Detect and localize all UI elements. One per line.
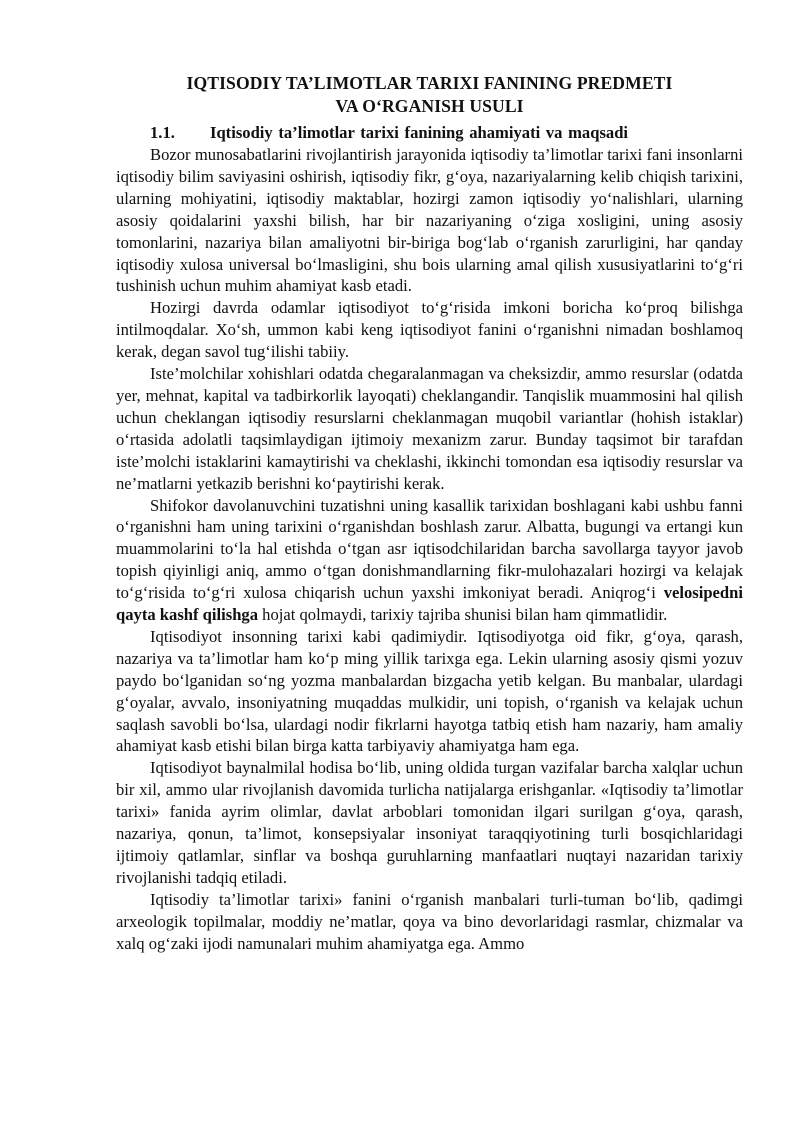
document-page — [116, 72, 743, 955]
paragraph-3: Iste’molchilar xohishlari odatda chegaralanmagan va cheksizdir, ammo resurslar (odatda yer, mehnat, kapital va tadbirkorlik layoqati) cheklangandir. Tanqislik muammosini hal qilish uchun cheklangan iqtisodiy resurslarni cheklanmagan muqobil variantlar (hohish istaklar) o‘rtasida adolatli taqsimlaydigan ijtimoiy mexanizm zarur. Bunday taqsimot bir tarafdan iste’molchi istaklarini kamaytirishi va cheklashi, ikkinchi tomondan esa iqtisodiy resurslar va ne’matlarni yetkazib berishni ko‘paytirishi kerak. — [116, 364, 743, 493]
title-line-1: IQTISODIY TA’LIMOTLAR TARIXI FANINING PREDMETI — [186, 73, 673, 93]
section-number: 1.1. — [150, 123, 175, 142]
title-line-2: VA O‘RGANISH USULI — [335, 96, 524, 116]
paragraph-4-bold-phrase: velosipedni qayta kashf qilishga — [116, 583, 743, 625]
paragraph-7: Iqtisodiy ta’limotlar tarixi» fanini o‘rganish manbalari turli-tuman bo‘lib, qadimgi arxeologik topilmalar, moddiy ne’matlar, qoya va bino devorlaridagi rasmlar, chizmalar va xalq og‘zaki ijodi namunalari muhim ahamiyatga ega. Ammo — [116, 889, 743, 953]
paragraph-4-text-before: Shifokor davolanuvchini tuzatishni uning kasallik tarixidan boshlagani kabi ushbu fanni o‘rganishni ham uning tarixini o‘rganishdan boshlash zarur. Albatta, bugungi va ertangi kun muammolarini to‘la hal etishda o‘tgan asr iqtisodchilaridan barcha savollarga tayyor javob topish qiyinligi aniq, ammo o‘tgan donishmandlarning fikr-mulohazalari hozirgi va kelajak to‘g‘risida to‘g‘ri xulosa chiqarish uchun yaxshi imkoniyat beradi. Aniqrog‘i — [116, 495, 743, 603]
section-title: Iqtisodiy ta’limotlar tarixi fanining ahamiyati va maqsadi — [210, 123, 629, 142]
paragraph-2: Hozirgi davrda odamlar iqtisodiyot to‘g‘risida imkoni boricha ko‘proq bilishga intilmoqdalar. Xo‘sh, ummon kabi keng iqtisodiyot fanini o‘rganishni nimadan boshlamoq kerak, degan savol tug‘ilishi tabiiy. — [116, 298, 743, 362]
paragraph-6: Iqtisodiyot baynalmilal hodisa bo‘lib, uning oldida turgan vazifalar barcha xalqlar uchun bir xil, ammo ular rivojlanish davomida turlicha natijalarga erishganlar. «Iqtisodiy ta’limotlar tarixi» fanida ayrim olimlar, davlat arboblari tomonidan ilgari surilgan g‘oya, qarash, nazariya, qonun, ta’limot, konsepsiyalar insoniyat taraqqiyotining turli bosqichlaridagi ijtimoiy qatlamlar, sinflar va boshqa guruhlarning manfaatlari nuqtayi nazaridan tarixiy rivojlanishi tadqiq etiladi. — [116, 758, 743, 887]
document-title — [116, 72, 743, 118]
section-heading — [116, 122, 743, 144]
paragraph-4-text-after: hojat qolmaydi, tarixiy tajriba shunisi bilan ham qimmatlidir. — [258, 605, 668, 625]
paragraph-1: Bozor munosabatlarini rivojlantirish jarayonida iqtisodiy ta’limotlar tarixi fani insonlarni iqtisodiy bilim saviyasini oshirish, iqtisodiy fikr, g‘oya, nazariyalarning kelib chiqish tarixini, ularning mohiyatini, iqtisodiy maktablar, hozirgi zamon iqtisodiy yo‘nalishlari, ularning asosiy qoidalarini yaxshi bilish, har bir nazariyaning o‘ziga xosligini, uning asosiy tomonlarini, nazariya bilan amaliyotni bir-biriga bog‘lab o‘rganish zarurligini, har qanday iqtisodiy xulosa universal bo‘lmasligini, shu bois ularning amal qilish xususiyatlarini to‘g‘ri tushinish uchun muhim ahamiyat kasb etadi. — [116, 145, 743, 296]
paragraph-4 — [116, 495, 743, 626]
paragraph-5: Iqtisodiyot insonning tarixi kabi qadimiydir. Iqtisodiyotga oid fikr, g‘oya, qarash, nazariya va ta’limotlar ham ko‘p ming yillik tarixga ega. Lekin ularning asosiy qismi yozuv paydo bo‘lganidan so‘ng yozma manbalardan bizgacha yetib kelgan. Bu manbalar, ulardagi g‘oyalar, avvalo, insoniyatning muqaddas mulkidir, uni topish, o‘rganish va kelajak uchun saqlash savobli bo‘lsa, ulardagi nodir fikrlarni hayotga tatbiq etish ham nazariy, ham amaliy ahamiyat kasb etishi bilan birga katta tarbiyaviy ahamiyatga ham ega. — [116, 626, 743, 756]
